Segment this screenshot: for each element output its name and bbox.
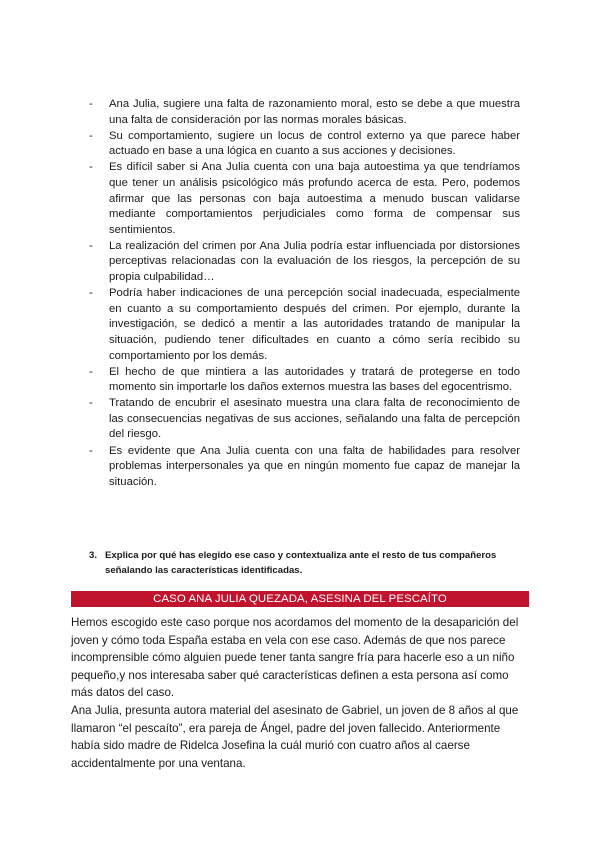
bullet-marker: -	[89, 129, 93, 142]
bullet-marker: -	[89, 98, 93, 110]
bullet-marker: -	[89, 239, 93, 252]
list-item	[89, 286, 520, 364]
list-item	[89, 365, 520, 396]
bullet-marker: -	[89, 287, 93, 300]
list-item	[89, 129, 520, 160]
case-title-banner: CASO ANA JULIA QUEZADA, ASESINA DEL PESCAÍTO	[71, 591, 529, 607]
paragraph-reason: Hemos escogido este caso porque nos acordamos del momento de la desaparición del joven y cómo toda España estaba en vela con ese caso. Además de que nos parece incomprensible cómo alguien puede tener tanta sangre fría para hacerle eso a un niño pequeño,y nos interesaba saber qué características definen a esta persona así como más datos del caso.	[71, 616, 519, 700]
bullet-text: La realización del crimen por Ana Julia podría estar influenciada por distorsiones perceptivas relacionadas con la evaluación de los riesgos, la percepción de su propia culpabilidad…	[109, 239, 520, 284]
bullet-text: Es evidente que Ana Julia cuenta con una falta de habilidades para resolver problemas interpersonales ya que en ningún momento fue capaz de manejar la situación.	[109, 444, 520, 488]
bullet-text: Es difícil saber si Ana Julia cuenta con una baja autoestima ya que tendríamos que tener un análisis psicológico más profundo acerca de esta. Pero, podemos afirmar que las personas con baja autoestima a menudo buscan validarse mediante comportamientos perjudiciales como forma de compensar sus sentimientos.	[109, 161, 520, 236]
question-number: 3.	[89, 550, 98, 561]
bullet-text: El hecho de que mintiera a las autoridades y tratará de protegerse en todo momento sin importarle los daños externos muestra las bases del egocentrismo.	[109, 365, 520, 394]
bullet-marker: -	[89, 161, 93, 174]
list-item	[89, 396, 520, 443]
list-item	[89, 97, 520, 128]
question-text: Explica por qué has elegido ese caso y contextualiza ante el resto de tus compañeros señalando las características identificadas.	[105, 550, 497, 576]
bullet-text: Podría haber indicaciones de una percepción social inadecuada, especialmente en cuanto a su comportamiento después del crimen. Por ejemplo, durante la investigación, se dedicó a mentir a las autoridades tratando de manipular la situación, pudiendo tener dificultades en cuanto a cómo sería recibido su comportamiento por los demás.	[109, 287, 520, 362]
list-item	[89, 239, 520, 286]
list-item	[89, 444, 520, 491]
bullet-marker: -	[89, 397, 93, 410]
list-item	[89, 160, 520, 238]
analysis-bullet-list	[89, 97, 520, 491]
bullet-text: Tratando de encubrir el asesinato muestra una clara falta de reconocimiento de las consecuencias negativas de sus acciones, señalando una falta de percepción del riesgo.	[109, 397, 520, 441]
bullet-marker: -	[89, 365, 93, 378]
bullet-text: Ana Julia, sugiere una falta de razonamiento moral, esto se debe a que muestra una falta de consideración por las normas morales básicas.	[109, 98, 520, 126]
paragraph-background: Ana Julia, presunta autora material del asesinato de Gabriel, un joven de 8 años al que llamaron “el pescaíto”, era pareja de Ángel, padre del joven fallecido. Anteriormente había sido madre de Ridelca Josefina la cuál murió con cuatro años al caerse accidentalmente por una ventana.	[71, 704, 519, 770]
bullet-marker: -	[89, 444, 93, 457]
bullet-text: Su comportamiento, sugiere un locus de control externo ya que parece haber actuado en base a una lógica en cuanto a sus acciones y decisiones.	[109, 129, 520, 158]
question-heading	[89, 548, 529, 578]
